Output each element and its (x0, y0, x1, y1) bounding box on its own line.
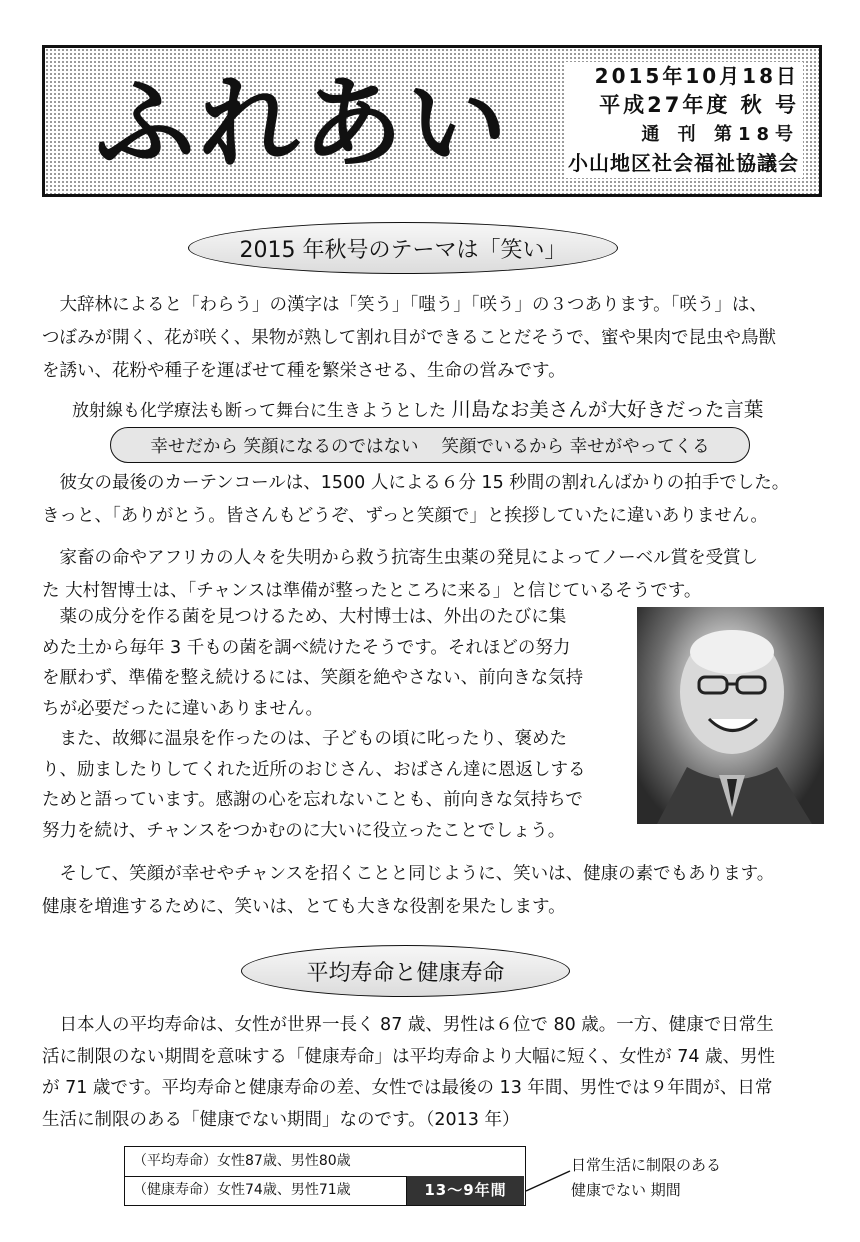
healthy-life-expectancy: （健康寿命）女性74歳、男性71歳 (133, 1182, 351, 1198)
section-heading-life-expectancy (241, 945, 570, 997)
unhealthy-period-badge: 13～9年間 (406, 1176, 524, 1205)
callout-line (524, 1165, 574, 1195)
life-expectancy-table (124, 1146, 526, 1206)
text-line: また、故郷に温泉を作ったのは、子どもの頃に叱ったり、褒めた (42, 729, 567, 749)
paragraph-omura-detail (42, 602, 586, 846)
text-line: 生活に制限のある「健康でない期間」なのです。（2013 年） (42, 1109, 520, 1130)
text-line: 家畜の命やアフリカの人々を失明から救う抗寄生虫薬の発見によってノーベル賞を受賞し (42, 548, 759, 568)
portrait-photo (637, 607, 824, 824)
text-line: 努力を続け、チャンスをつかむのに大いに役立ったことでしょう。 (42, 820, 566, 841)
text-line: つぼみが開く、花が咲く、果物が熟して割れ目ができることだそうで、蜜や果肉で昆虫や鳥獣 (42, 328, 776, 348)
note-line: 健康でない 期間 (571, 1181, 681, 1199)
paragraph-health (42, 858, 774, 924)
text-line: を厭わず、準備を整え続けるには、笑顔を絶やさない、前向きな気持 (42, 668, 584, 688)
text-line: めた土から毎年 3 千もの菌を調べ続けたそうです。それほどの努力 (42, 637, 571, 658)
quote-intro (72, 395, 763, 426)
text-line: きっと、「ありがとう。皆さんもどうぞ、ずっと笑顔で」と挨拶していたに違いありません。 (42, 506, 768, 526)
masthead (42, 45, 822, 197)
text-line: り、励ましたりしてくれた近所のおじさん、おばさん達に恩返しする (42, 759, 586, 780)
text-line: 活に制限のない期間を意味する「健康寿命」は平均寿命より大幅に短く、女性が 74 歳、男性 (42, 1046, 776, 1067)
average-life-expectancy: （平均寿命）女性87歳、男性80歳 (133, 1153, 351, 1169)
text-line: 健康を増進するために、笑いは、とても大きな役割を果たします。 (42, 897, 566, 917)
portrait-illustration (637, 607, 824, 824)
issue-date: 2015年10月18日 (564, 62, 803, 91)
section-heading-text: 2015 年秋号のテーマは「笑い」 (239, 237, 567, 263)
text-line: 日本人の平均寿命は、女性が世界一長く 87 歳、男性は６位で 80 歳。一方、健康で日常生 (42, 1015, 774, 1035)
text-line: ちが必要だったに違いありません。 (42, 698, 324, 719)
paragraph-life-expectancy (42, 1010, 775, 1136)
text-line: を誘い、花粉や種子を運ばせて種を繁栄させる、生命の営みです。 (42, 361, 566, 381)
quote-box (110, 427, 750, 463)
quote-text: 幸せだから 笑顔になるのではない 笑顔でいるから 幸せがやってくる (150, 436, 710, 457)
text-line: 大辞林によると「わらう」の漢字は「笑う」「嗤う」「咲う」の３つあります。「咲う」は、 (42, 295, 767, 315)
callout-note (571, 1153, 721, 1203)
text-line: 彼女の最後のカーテンコールは、1500 人による６分 15 秒間の割れんばかりの拍手でした。 (42, 473, 790, 493)
text-line: が 71 歳です。平均寿命と健康寿命の差、女性では最後の 13 年間、男性では９年間が、日常 (42, 1078, 773, 1098)
text-line: 薬の成分を作る菌を見つけるため、大村博士は、外出のたびに集 (42, 607, 567, 627)
paragraph-kanji (42, 289, 776, 388)
quote-source: 川島なお美さんが大好きだった言葉 (451, 398, 764, 421)
masthead-info (564, 62, 803, 178)
paragraph-curtain-call (42, 467, 789, 533)
table-row (125, 1176, 524, 1205)
table-row (125, 1147, 524, 1177)
section-heading-laughter (188, 222, 618, 274)
note-line: 日常生活に制限のある (571, 1156, 722, 1174)
text-line: た 大村智博士は、「チャンスは準備が整ったところに来る」と信じているそうです。 (42, 581, 702, 601)
section-heading-text: 平均寿命と健康寿命 (306, 960, 505, 986)
text-line: ためと語っています。感謝の心を忘れないことも、前向きな気持ちで (42, 790, 583, 810)
quote-intro-text: 放射線も化学療法も断って舞台に生きようとした (72, 401, 446, 421)
publisher: 小山地区社会福祉協議会 (564, 149, 803, 178)
text-line: そして、笑顔が幸せやチャンスを招くことと同じように、笑いは、健康の素でもあります。 (42, 864, 775, 884)
issue-season: 平成27年度 秋 号 (564, 91, 803, 120)
issue-number: 通 刊 第18号 (564, 120, 803, 149)
paragraph-omura (42, 542, 758, 608)
newsletter-title: ふれあい (95, 64, 511, 182)
